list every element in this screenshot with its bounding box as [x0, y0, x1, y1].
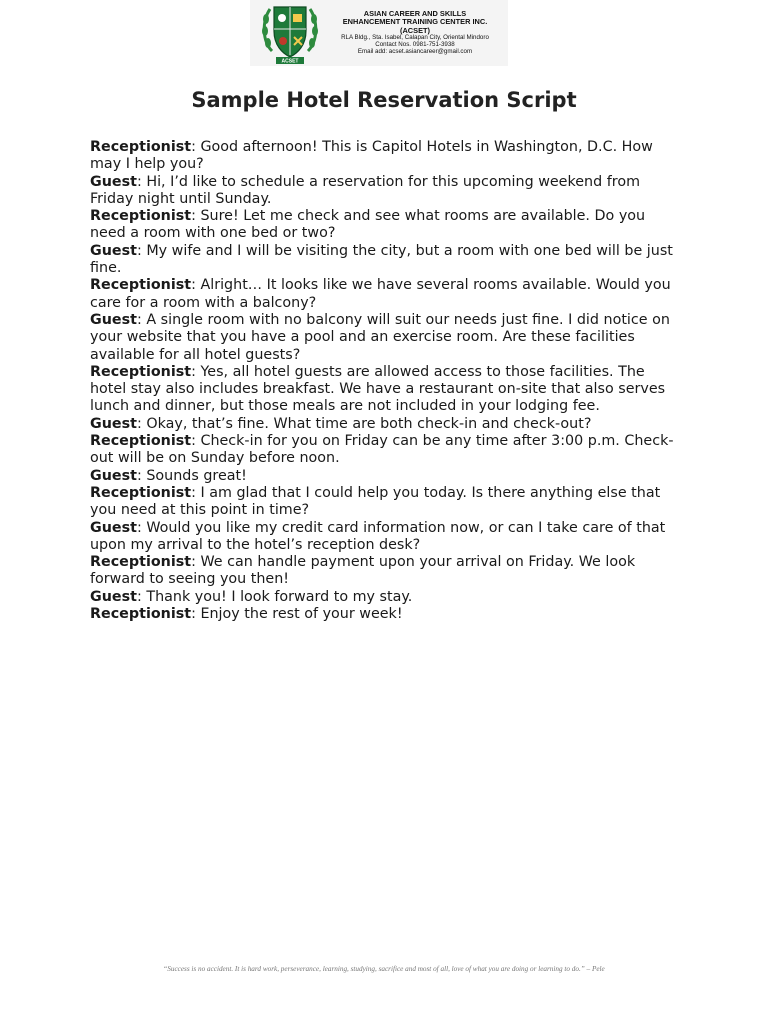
dialogue-text: : A single room with no balcony will suit our needs just fine. I did notice on your website that you have a pool and an exercise room. Are these facilities available for all hotel guests?: [90, 311, 670, 363]
dialogue-line: [90, 208, 682, 243]
footer-quote: “Success is no accident. It is hard work, perseverance, learning, studying, sacrifice and most of all, love of what you are doing or learning to do.” – Pele: [163, 965, 605, 973]
speaker-label: Receptionist: [90, 606, 192, 623]
speaker-label: Guest: [90, 467, 137, 484]
speaker-label: Receptionist: [90, 139, 192, 155]
speaker-label: Guest: [90, 311, 137, 328]
org-acronym: (ACSET): [400, 25, 430, 35]
dialogue-text: : Sure! Let me check and see what rooms are available. Do you need a room with one bed or two?: [90, 208, 646, 242]
dialogue-line: [90, 416, 682, 433]
document-title: Sample Hotel Reservation Script: [191, 88, 577, 112]
dialogue-script: [90, 139, 682, 623]
dialogue-line: [90, 364, 682, 416]
dialogue-line: [90, 312, 682, 364]
org-name-line-1: ASIAN CAREER AND SKILLS: [363, 9, 467, 19]
dialogue-line: [90, 139, 682, 174]
dialogue-line: [90, 589, 682, 606]
dialogue-text: : Yes, all hotel guests are allowed access to those facilities. The hotel stay also includes breakfast. We have a restaurant on-site that also serves lunch and dinner, but those meals are not included in your lodging fee.: [90, 363, 666, 415]
speaker-label: Guest: [90, 588, 137, 605]
speaker-label: Guest: [90, 242, 137, 259]
dialogue-text: : Check-in for you on Friday can be any time after 3:00 p.m. Check-out will be on Sunday before noon.: [90, 433, 674, 467]
dialogue-text: : My wife and I will be visiting the city, but a room with one bed will be just fine.: [90, 242, 673, 277]
dialogue-text: : Thank you! I look forward to my stay.: [136, 588, 413, 605]
speaker-label: Guest: [90, 415, 137, 432]
letterhead: [250, 0, 508, 66]
svg-text:ACSET: ACSET: [281, 58, 299, 65]
dialogue-text: : Hi, I’d like to schedule a reservation for this upcoming weekend from Friday night until Sunday.: [90, 173, 640, 207]
dialogue-text: : Would you like my credit card information now, or can I take care of that upon my arrival to the hotel’s reception desk?: [90, 519, 666, 553]
dialogue-line: [90, 174, 682, 209]
dialogue-text: : I am glad that I could help you today. Is there anything else that you need at this point in time?: [90, 484, 661, 519]
speaker-label: Receptionist: [90, 363, 192, 380]
dialogue-text: : Okay, that’s fine. What time are both check-in and check-out?: [136, 415, 592, 432]
speaker-label: Receptionist: [90, 484, 192, 501]
organization-info: [322, 10, 508, 56]
acset-logo-icon: [258, 1, 322, 65]
dialogue-line: [90, 606, 682, 623]
speaker-label: Receptionist: [90, 277, 192, 294]
org-email: Email add: acset.asiancareer@gmail.com: [357, 47, 473, 55]
org-address: RLA Bldg., Sta. Isabel, Calapan City, Oriental Mindoro: [341, 34, 489, 42]
org-contact: Contact Nos. 0981-751-3938: [375, 40, 455, 48]
org-name-line-2: ENHANCEMENT TRAINING CENTER INC.: [342, 17, 488, 27]
speaker-label: Receptionist: [90, 433, 192, 450]
dialogue-line: [90, 433, 682, 468]
dialogue-text: : We can handle payment upon your arrival on Friday. We look forward to seeing you then!: [90, 554, 636, 588]
dialogue-text: : Enjoy the rest of your week!: [191, 606, 403, 623]
speaker-label: Receptionist: [90, 554, 192, 571]
dialogue-line: [90, 243, 682, 278]
dialogue-text: : Sounds great!: [136, 467, 247, 484]
dialogue-text: : Alright… It looks like we have several rooms available. Would you care for a room with a balcony?: [90, 277, 671, 311]
dialogue-line: [90, 485, 682, 520]
speaker-label: Guest: [90, 173, 137, 190]
dialogue-line: [90, 554, 682, 589]
dialogue-line: [90, 277, 682, 312]
dialogue-text: : Good afternoon! This is Capitol Hotels in Washington, D.C. How may I help you?: [90, 139, 653, 173]
dialogue-line: [90, 468, 682, 485]
dialogue-line: [90, 520, 682, 555]
speaker-label: Receptionist: [90, 208, 192, 225]
speaker-label: Guest: [90, 519, 137, 536]
